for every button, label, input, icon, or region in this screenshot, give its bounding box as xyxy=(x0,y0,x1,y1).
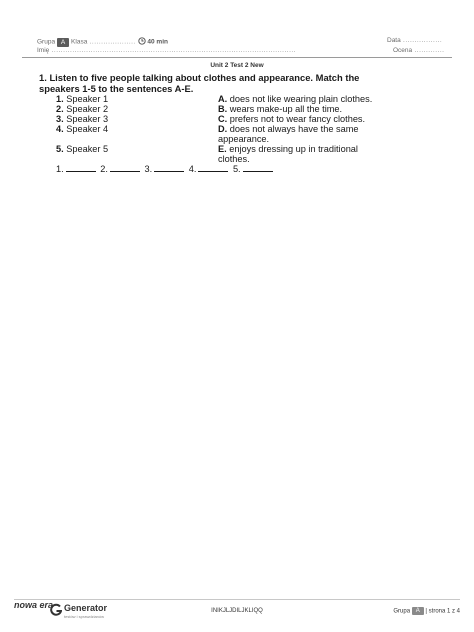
list-item: 1. Speaker 1 A. does not like wearing plain clothes. xyxy=(56,94,373,104)
generator-logo-text: Generator xyxy=(64,603,108,613)
matching-list xyxy=(56,94,386,164)
answer-blank-5[interactable] xyxy=(243,163,273,172)
generator-tagline: testów i sprawdzianów xyxy=(64,614,105,619)
name-label: Imię xyxy=(37,47,50,54)
footer-divider xyxy=(14,599,460,600)
answer-blank-1[interactable] xyxy=(66,163,96,172)
clock-icon xyxy=(138,37,146,47)
answer-blank-3[interactable] xyxy=(154,163,184,172)
page-title: Unit 2 Test 2 New xyxy=(210,62,264,69)
class-label: Klasa xyxy=(71,38,88,46)
grade-field: Ocena ............. xyxy=(393,47,445,54)
footer-group-badge: A xyxy=(412,607,424,615)
page-number: | strona 1 z 4 xyxy=(425,608,460,615)
group-label: Grupa xyxy=(37,38,56,46)
list-item: 2. Speaker 2 B. wears make-up all the time. xyxy=(56,104,343,114)
answer-blank-2[interactable] xyxy=(110,163,140,172)
page-info xyxy=(393,607,460,615)
list-item: 5. Speaker 5 E. enjoys dressing up in traditional clothes. xyxy=(56,144,358,164)
grade-label: Ocena xyxy=(393,47,413,54)
footer-group-label: Grupa xyxy=(393,608,411,615)
group-badge: A xyxy=(57,38,69,47)
answer-line: 1. 2. 3. 4. 5. xyxy=(56,163,275,174)
list-item: 3. Speaker 3 C. prefers not to wear fancy clothes. xyxy=(56,114,366,124)
name-field: Imię .......................................................................................................... xyxy=(37,47,297,54)
answer-blank-4[interactable] xyxy=(198,163,228,172)
task-text: Listen to five people talking about clothes and appearance. Match the speakers 1-5 to the sentences A-E. xyxy=(39,72,360,94)
time-limit: 40 min xyxy=(147,38,168,46)
task-instruction xyxy=(39,73,389,94)
list-item: 4. Speaker 4 D. does not always have the same appearance. xyxy=(56,124,359,144)
date-field: Data ................. xyxy=(387,37,443,44)
document-code: INIKJLJDILJKLIQQ xyxy=(211,608,263,614)
task-number: 1. xyxy=(39,72,47,83)
group-field: Grupa A Klasa .................... 40 min xyxy=(37,38,168,46)
header-divider xyxy=(22,57,452,58)
nowa-era-logo: nowa era xyxy=(14,600,54,610)
date-label: Data xyxy=(387,37,401,44)
